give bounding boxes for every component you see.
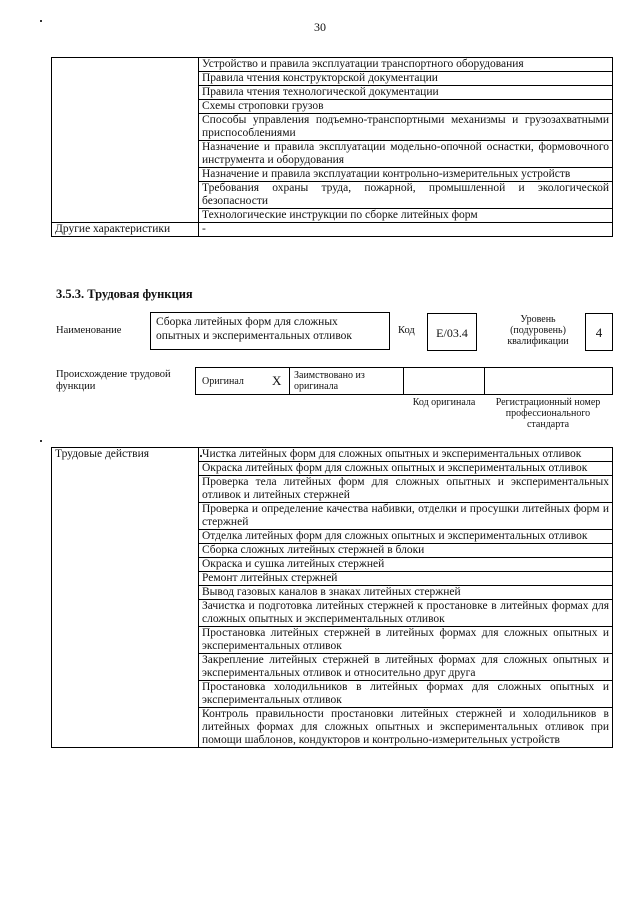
labor-actions-label: Трудовые действия xyxy=(52,448,199,748)
labor-action-item: Вывод газовых каналов в знаках литейных стержней xyxy=(199,586,613,600)
level-box xyxy=(585,313,613,351)
knowledge-table xyxy=(51,57,613,237)
labor-action-item: Простановка литейных стержней в литейных формах для сложных опытных и экспериментальных отливок xyxy=(199,627,613,654)
knowledge-item: Способы управления подъемно-транспортными механизмы и грузозахватными приспособлениями xyxy=(199,114,613,141)
table-row xyxy=(52,223,613,237)
original-mark: X xyxy=(272,373,282,388)
labor-action-item: Ремонт литейных стержней xyxy=(199,572,613,586)
original-box xyxy=(195,367,290,395)
code-label: Код xyxy=(398,325,415,336)
knowledge-item: Устройство и правила эксплуатации транспортного оборудования xyxy=(199,58,613,72)
other-characteristics-value: - xyxy=(199,223,613,237)
table-row xyxy=(52,58,613,72)
function-name: Сборка литейных форм для сложных опытных и экспериментальных отливок xyxy=(156,316,353,342)
function-code: Е/03.4 xyxy=(436,326,468,340)
knowledge-item: Назначение и правила эксплуатации контрольно-измерительных устройств xyxy=(199,168,613,182)
code-original-box xyxy=(403,367,485,395)
level-value: 4 xyxy=(595,325,603,340)
code-box xyxy=(427,313,477,351)
empty-left-cell xyxy=(52,58,199,223)
labor-action-item: Проверка тела литейных форм для сложных опытных и экспериментальных отливок и литейных стержней xyxy=(199,476,613,503)
name-label: Наименование xyxy=(56,325,122,336)
labor-action-item: Отделка литейных форм для сложных опытных и экспериментальных отливок xyxy=(199,530,613,544)
labor-action-item: Простановка холодильников в литейных формах для сложных опытных и экспериментальных отливок xyxy=(199,681,613,708)
labor-action-item: Сборка сложных литейных стержней в блоки xyxy=(199,544,613,558)
knowledge-item: Схемы строповки грузов xyxy=(199,100,613,114)
original-label: Оригинал xyxy=(202,376,244,387)
code-original-caption: Код оригинала xyxy=(412,397,476,408)
knowledge-item: Правила чтения конструкторской документации xyxy=(199,72,613,86)
knowledge-item: Требования охраны труда, пожарной, промышленной и экологической безопасности xyxy=(199,182,613,209)
section-heading: 3.5.3. Трудовая функция xyxy=(56,287,193,301)
labor-action-item: Проверка и определение качества набивки, отделки и просушки литейных форм и стержней xyxy=(199,503,613,530)
labor-action-item: Закрепление литейных стержней в литейных формах для сложных опытных и экспериментальных отливок и относительно друг друга xyxy=(199,654,613,681)
borrowed-label: Заимствовано из оригинала xyxy=(294,370,365,392)
borrowed-box xyxy=(289,367,404,395)
labor-action-item: Окраска литейных форм для сложных опытных и экспериментальных отливок xyxy=(199,462,613,476)
labor-action-item: Чистка литейных форм для сложных опытных и экспериментальных отливок xyxy=(199,448,613,462)
knowledge-item: Правила чтения технологической документации xyxy=(199,86,613,100)
knowledge-item: Назначение и правила эксплуатации модельно-опочной оснастки, формовочного инструмента и оборудования xyxy=(199,141,613,168)
scan-speck xyxy=(40,440,42,442)
level-label: Уровень (подуровень) квалификации xyxy=(507,314,569,347)
function-name-box xyxy=(150,312,390,350)
reg-number-box xyxy=(484,367,613,395)
labor-action-item: Зачистка и подготовка литейных стержней к простановке в литейных формах для сложных опытных и экспериментальных отливок xyxy=(199,600,613,627)
labor-action-item: Контроль правильности простановки литейных стержней и холодильников в литейных формах для сложных опытных и экспериментальных отливок при помощи шаблонов, кондукторов и контрольно-измерительных устройств xyxy=(199,708,613,748)
page-number: 30 xyxy=(314,20,326,34)
other-characteristics-label: Другие характеристики xyxy=(52,223,199,237)
reg-number-caption: Регистрационный номер профессионального стандарта xyxy=(495,397,601,430)
labor-actions-table xyxy=(51,447,613,748)
labor-action-item: Окраска и сушка литейных стержней xyxy=(199,558,613,572)
table-row xyxy=(52,448,613,462)
knowledge-item: Технологические инструкции по сборке литейных форм xyxy=(199,209,613,223)
origin-label: Происхождение трудовой функции xyxy=(56,369,171,392)
